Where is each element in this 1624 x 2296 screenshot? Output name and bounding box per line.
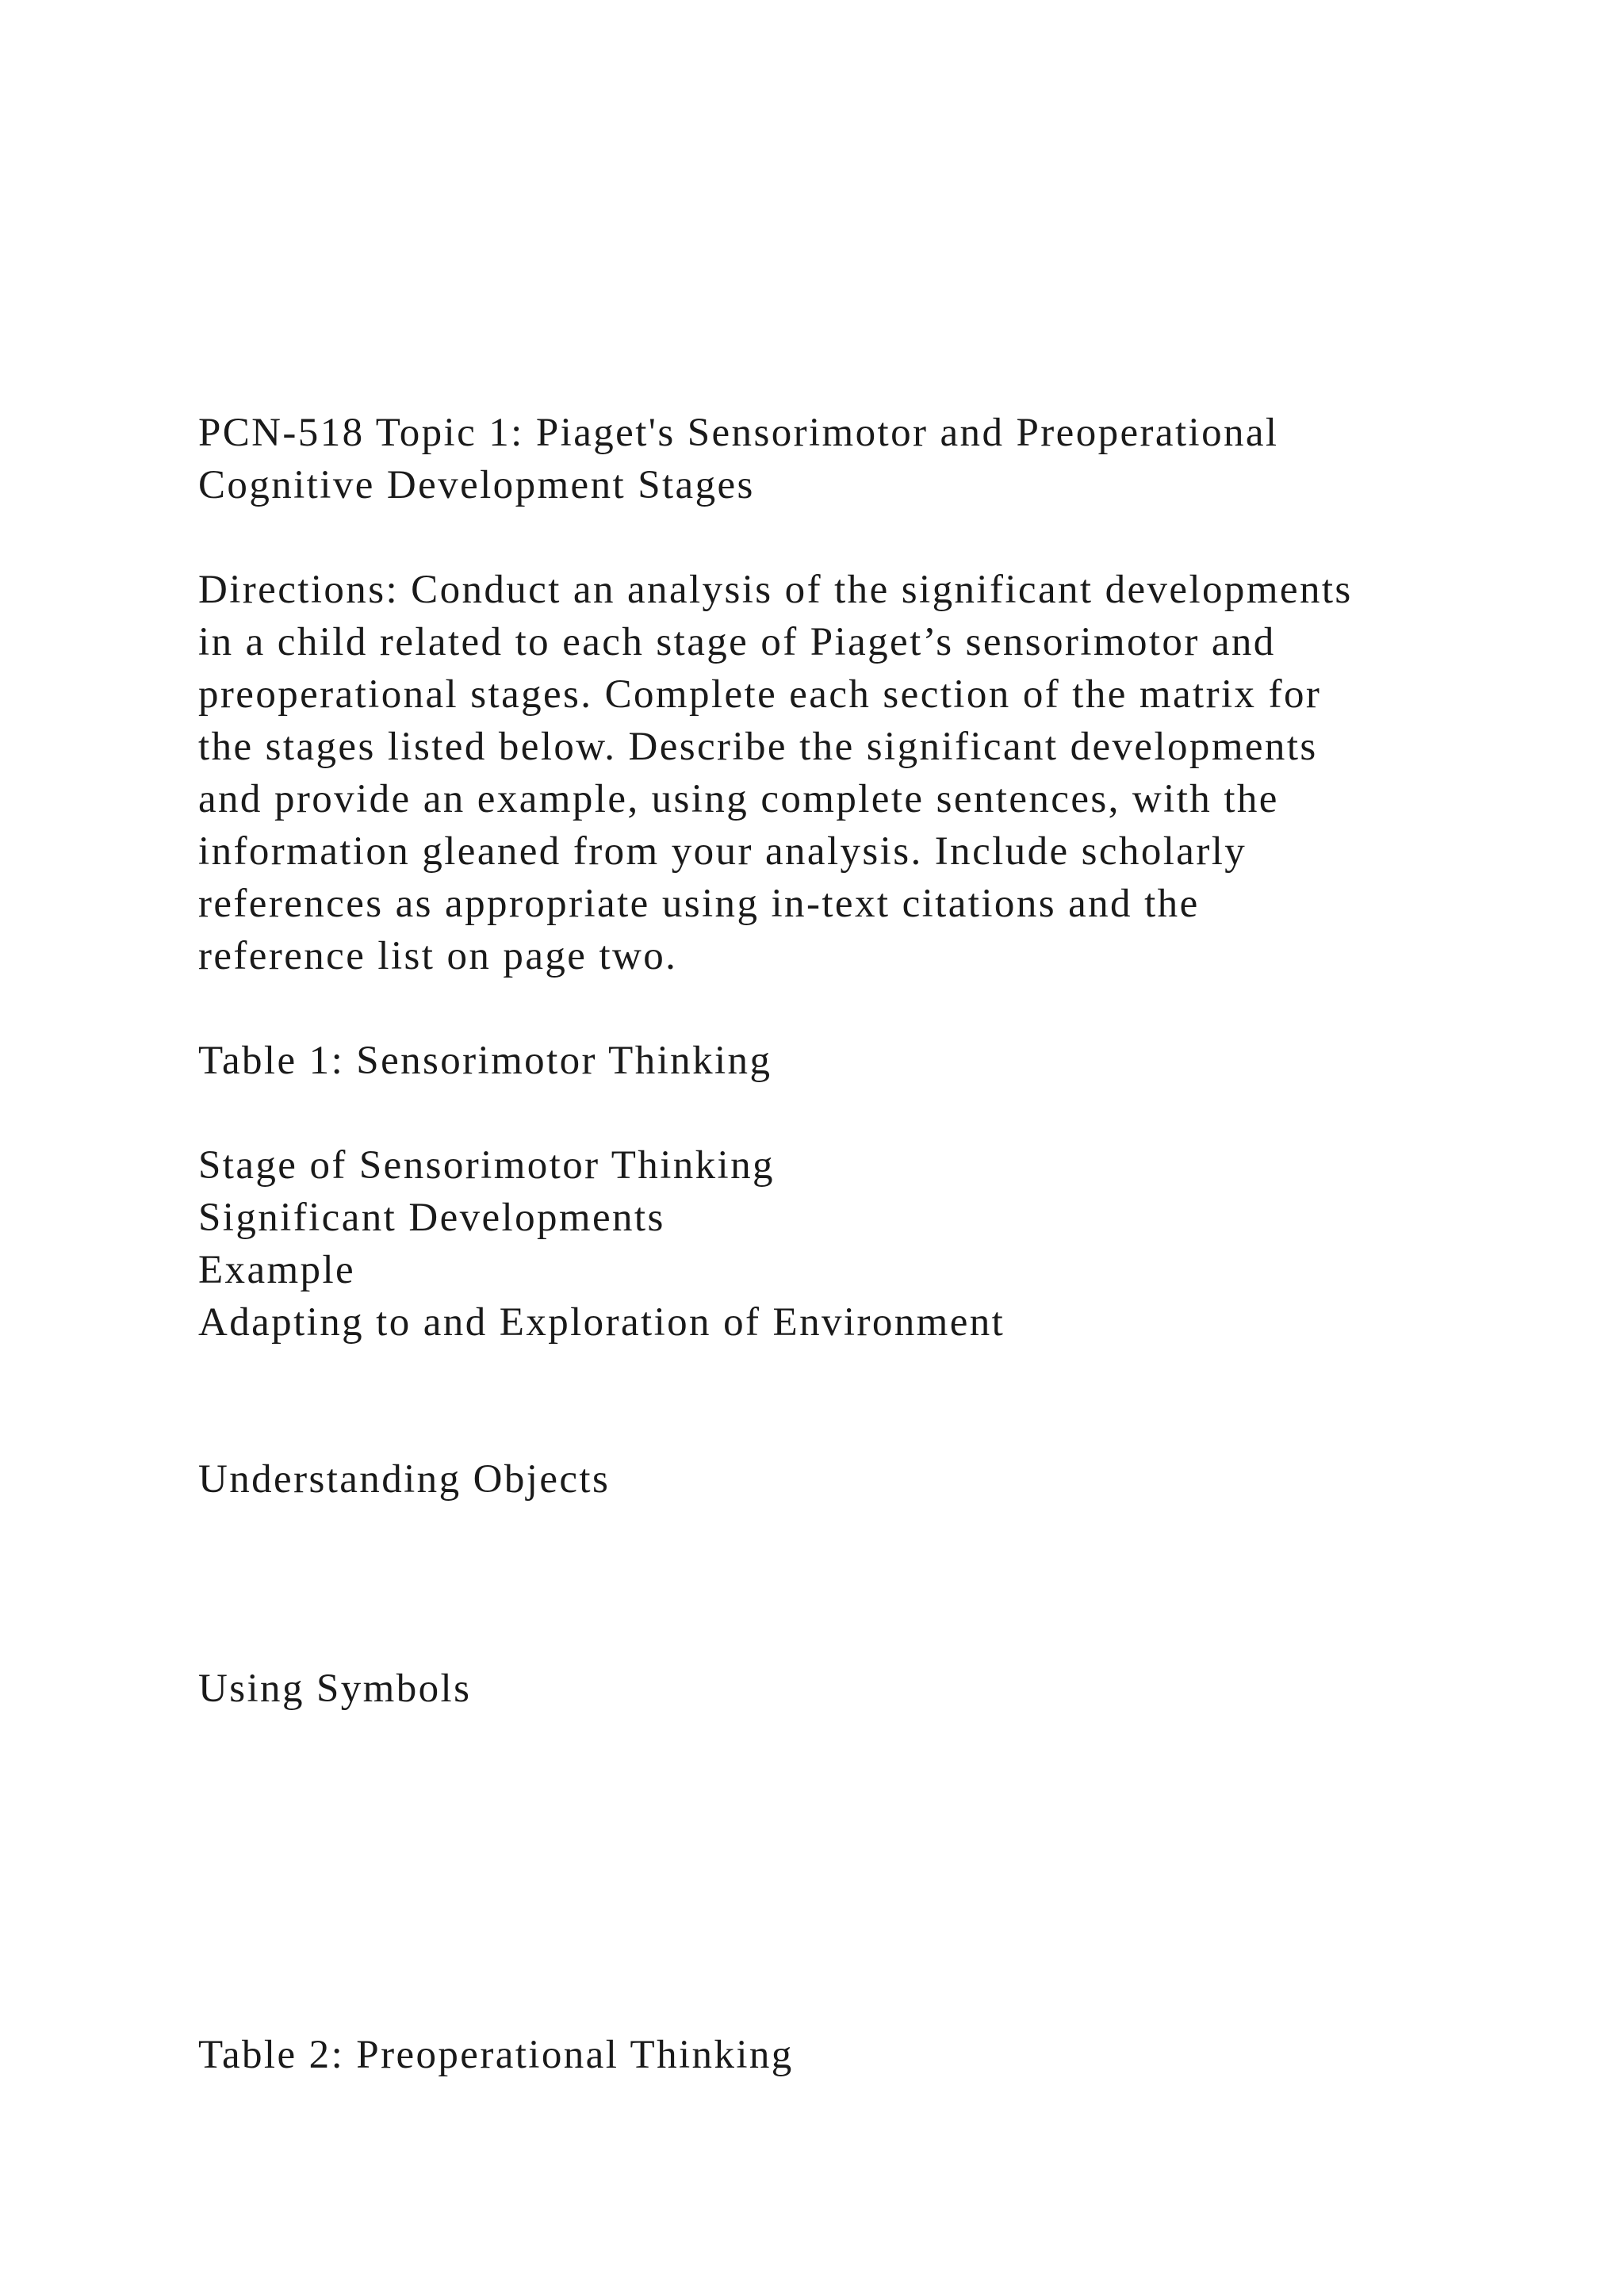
table2-caption: Table 2: Preoperational Thinking — [198, 2033, 794, 2077]
table1-caption: Table 1: Sensorimotor Thinking — [198, 1039, 772, 1083]
document-title-line-2: Cognitive Development Stages — [198, 463, 755, 507]
directions-line-4: the stages listed below. Describe the significant developments — [198, 725, 1318, 769]
directions-line-2: in a child related to each stage of Piaget’s sensorimotor and — [198, 620, 1276, 664]
table1-header-stage: Stage of Sensorimotor Thinking — [198, 1143, 775, 1188]
document-title-line-1: PCN-518 Topic 1: Piaget's Sensorimotor and Preoperational — [198, 411, 1279, 455]
directions-line-5: and provide an example, using complete sentences, with the — [198, 777, 1279, 821]
directions-line-6: information gleaned from your analysis. Include scholarly — [198, 829, 1247, 874]
directions-line-7: references as appropriate using in-text citations and the — [198, 882, 1200, 926]
table1-header-developments: Significant Developments — [198, 1196, 665, 1240]
table1-row-understanding-objects: Understanding Objects — [198, 1457, 611, 1502]
directions-line-8: reference list on page two. — [198, 934, 678, 978]
table1-header-example: Example — [198, 1248, 356, 1292]
directions-line-3: preoperational stages. Complete each section of the matrix for — [198, 672, 1322, 717]
table1-row-adapting: Adapting to and Exploration of Environment — [198, 1300, 1005, 1345]
table1-row-using-symbols: Using Symbols — [198, 1667, 472, 1711]
directions-line-1: Directions: Conduct an analysis of the significant developments — [198, 568, 1353, 612]
